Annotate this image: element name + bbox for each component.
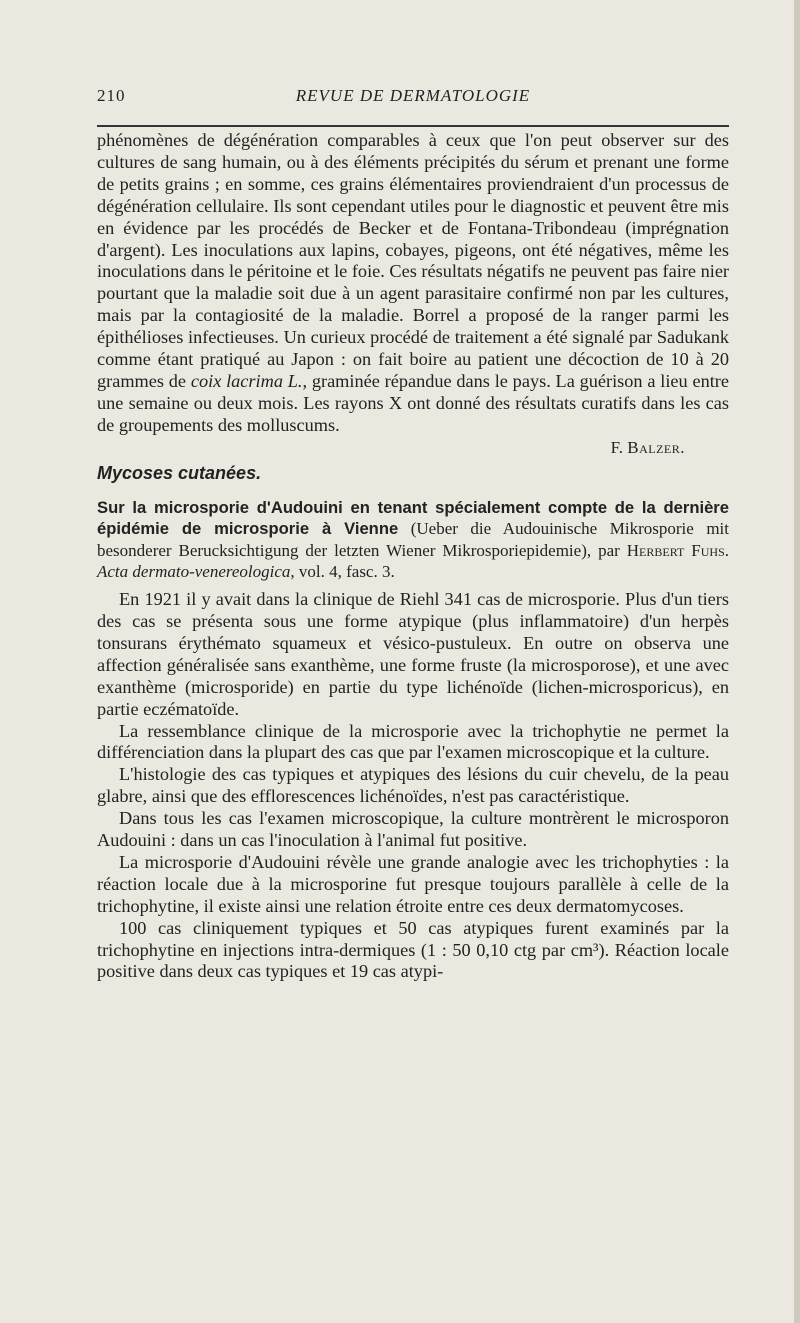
reference	[97, 497, 729, 583]
paragraph-continued	[97, 130, 729, 437]
reference-title: Sur la microsporie d'Audouini en tenant spécialement compte de la dernière épidémie de microsporie à Vienne	[97, 497, 729, 539]
header-rule	[97, 125, 729, 127]
reference-separator: .	[724, 540, 729, 560]
paragraph-tail: , graminée répandue dans le pays. La guérison a lieu entre une semaine ou deux mois. Les rayons X ont donné des résultats curatifs dans les cas de groupements des molluscums.	[97, 370, 729, 435]
page-header	[97, 86, 729, 110]
page-body	[97, 130, 729, 983]
page-edge	[794, 0, 800, 1323]
page-number: 210	[97, 86, 126, 105]
reference-original-title: (Ueber die Audouinische Mikrosporie mit besonderer Berucksichtigung der letzten Wiener Mikrosporiepidemie), par	[97, 519, 730, 560]
reference-volume: , vol. 4, fasc. 3.	[290, 562, 395, 582]
species-name: coix lacrima L.	[190, 370, 303, 391]
running-head: REVUE DE DERMATOLOGIE	[295, 86, 531, 105]
signature-name: Balzer.	[627, 437, 685, 457]
paragraph: Dans tous les cas l'examen microscopique, la culture montrèrent le microsporon Audouini : dans un cas l'inoculation à l'animal fut positive.	[97, 808, 729, 851]
reference-journal: Acta dermato-venereologica	[97, 562, 291, 582]
paragraph-text: phénomènes de dégénération comparables à ceux que l'on peut observer sur des cultures de sang humain, ou à des éléments précipités du sérum et prenant une forme de petits grains ; en somme, ces grains élémentaires proviendraient d'un processus de dégénération cellulaire. Ils sont cependant utiles pour le diagnostic et peuvent être mis en évidence par les procédés de Becker et de Fontana-Tribondeau (imprégnation d'argent). Les inoculations aux lapins, cobayes, pigeons, ont été négatives, même les inoculations dans le péritoine et le foie. Ces résultats négatifs ne peuvent pas faire nier pourtant que la maladie soit due à un agent parasitaire confirmé non par les cultures, mais par la contagiosité de la maladie. Borrel a proposé de la ranger parmi les épithélioses infectieuses. Un curieux procédé de traitement a été signalé par Sadukank comme étant pratiqué au Japon : on fait boire au patient une décoction de 10 à 20 grammes de	[97, 130, 730, 391]
paragraph: L'histologie des cas typiques et atypiques des lésions du cuir chevelu, de la peau glabre, ainsi que des efflorescences lichénoïdes, n'est pas caractéristique.	[97, 764, 729, 807]
paragraph: La microsporie d'Audouini révèle une grande analogie avec les trichophyties : la réaction locale due à la microsporine fut presque toujours parallèle à celle de la trichophytine, il existe ainsi une relation étroite entre ces deux dermatomycoses.	[97, 851, 729, 916]
signature	[97, 437, 729, 459]
reference-author: Herbert Fuhs	[626, 540, 725, 560]
paragraph: 100 cas cliniquement typiques et 50 cas atypiques furent examinés par la trichophytine en injections intra-dermiques (1 : 50 0,10 ctg par cm³). Réaction locale positive dans deux cas typiques et 19 cas atypi-	[97, 917, 729, 982]
paragraph: La ressemblance clinique de la microsporie avec la trichophytie ne permet la différenciation dans la plupart des cas que par l'examen microscopique et la culture.	[97, 720, 729, 763]
section-title: Mycoses cutanées.	[97, 462, 262, 483]
paragraph: En 1921 il y avait dans la clinique de Riehl 341 cas de microsporie. Plus d'un tiers des cas se présenta sous une forme atypique (plus inflammatoire) d'un herpès tonsurans érythémato squameux et vésico-pustuleux. En outre on observa une affection généralisée sans exanthème, une forme fruste (la microsporose), et une avec exanthème (microsporide) en partie du type lichénoïde (lichen-microsporicus), en partie eczématoïde.	[97, 589, 729, 719]
signature-initial: F.	[610, 437, 628, 457]
